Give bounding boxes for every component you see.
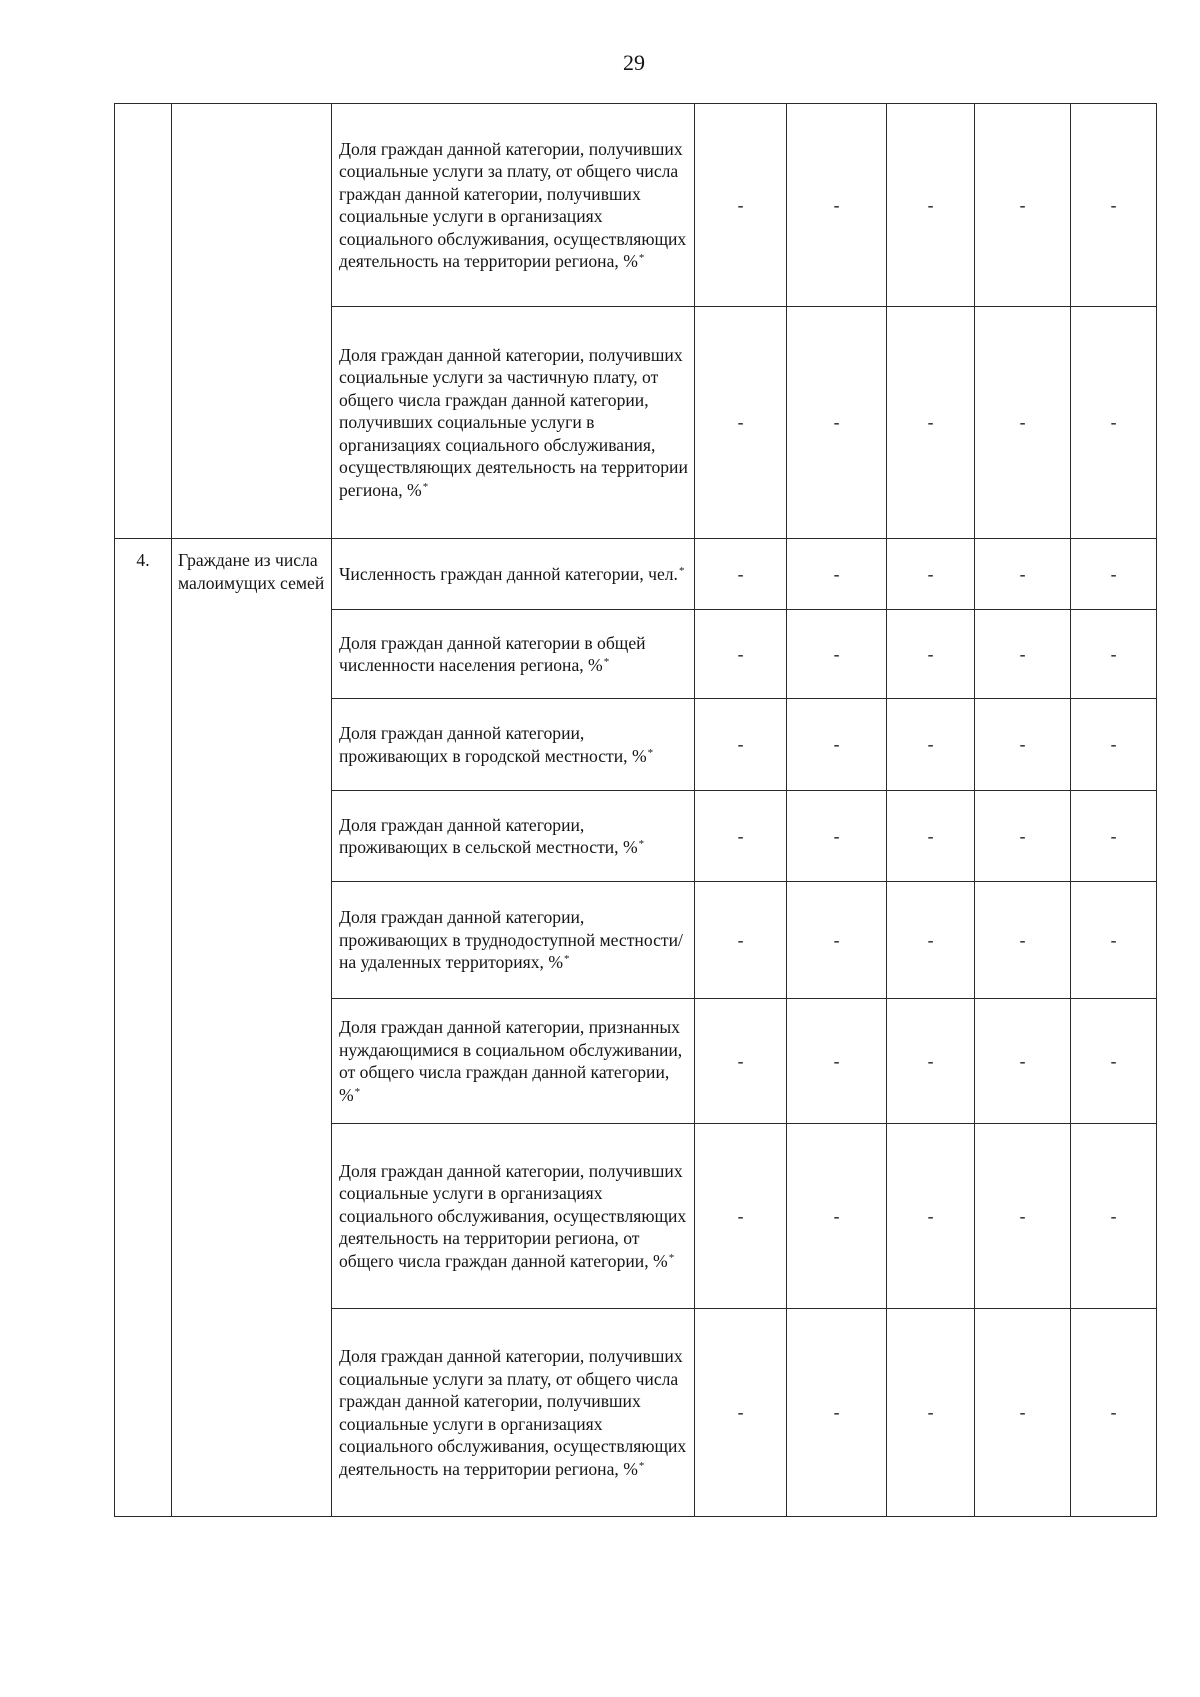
value-cell: - bbox=[787, 1309, 887, 1517]
value-cell: - bbox=[695, 882, 787, 999]
value-cell: - bbox=[887, 1124, 975, 1309]
value-cell: - bbox=[1071, 539, 1157, 610]
value-cell: - bbox=[975, 610, 1071, 699]
indicator-cell: Доля граждан данной категории, получивших социальные услуги в организациях социального обслуживания, осуществляющих деятельность на территории региона, от общего числа граждан данной категории, %* bbox=[332, 1124, 695, 1309]
footnote-mark: * bbox=[647, 746, 654, 759]
value-cell: - bbox=[975, 104, 1071, 307]
value-cell: - bbox=[1071, 610, 1157, 699]
value-cell: - bbox=[787, 882, 887, 999]
value-cell: - bbox=[887, 882, 975, 999]
footnote-mark: * bbox=[354, 1085, 361, 1098]
value-cell: - bbox=[975, 999, 1071, 1124]
value-cell: - bbox=[787, 539, 887, 610]
value-cell: - bbox=[975, 791, 1071, 882]
value-cell: - bbox=[887, 104, 975, 307]
value-cell: - bbox=[695, 610, 787, 699]
value-cell: - bbox=[695, 699, 787, 791]
value-cell: - bbox=[1071, 882, 1157, 999]
table-row bbox=[115, 539, 1157, 610]
value-cell: - bbox=[887, 791, 975, 882]
value-cell: - bbox=[975, 1309, 1071, 1517]
indicator-cell: Доля граждан данной категории, получивших социальные услуги за частичную плату, от общего числа граждан данной категории, получивших социальные услуги в организациях социального обслуживания, осуществляющих деятельность на территории региона, %* bbox=[332, 307, 695, 539]
value-cell: - bbox=[787, 699, 887, 791]
value-cell: - bbox=[1071, 1124, 1157, 1309]
value-cell: - bbox=[695, 791, 787, 882]
value-cell: - bbox=[975, 882, 1071, 999]
value-cell: - bbox=[695, 1124, 787, 1309]
value-cell: - bbox=[787, 104, 887, 307]
value-cell: - bbox=[1071, 699, 1157, 791]
value-cell: - bbox=[975, 307, 1071, 539]
indicator-cell: Доля граждан данной категории, признанных нуждающимися в социальном обслуживании, от общего числа граждан данной категории, %* bbox=[332, 999, 695, 1124]
value-cell: - bbox=[887, 699, 975, 791]
value-cell: - bbox=[695, 999, 787, 1124]
value-cell: - bbox=[695, 1309, 787, 1517]
row-number-cell: 4. bbox=[115, 539, 172, 1517]
value-cell: - bbox=[787, 307, 887, 539]
row-number-cell bbox=[115, 104, 172, 539]
footnote-mark: * bbox=[678, 564, 685, 577]
indicator-cell: Доля граждан данной категории, получивших социальные услуги за плату, от общего числа граждан данной категории, получивших социальные услуги в организациях социального обслуживания, осуществляющих деятельность на территории региона, %* bbox=[332, 1309, 695, 1517]
value-cell: - bbox=[887, 539, 975, 610]
value-cell: - bbox=[887, 999, 975, 1124]
value-cell: - bbox=[975, 699, 1071, 791]
category-cell bbox=[172, 104, 332, 539]
value-cell: - bbox=[787, 791, 887, 882]
category-cell: Граждане из числа малоимущих семей bbox=[172, 539, 332, 1517]
indicator-cell: Численность граждан данной категории, чел.* bbox=[332, 539, 695, 610]
value-cell: - bbox=[1071, 104, 1157, 307]
indicator-cell: Доля граждан данной категории, проживающих в сельской местности, %* bbox=[332, 791, 695, 882]
value-cell: - bbox=[787, 999, 887, 1124]
value-cell: - bbox=[787, 610, 887, 699]
value-cell: - bbox=[887, 307, 975, 539]
footnote-mark: * bbox=[422, 480, 429, 493]
table-row bbox=[115, 104, 1157, 307]
indicator-cell: Доля граждан данной категории, получивших социальные услуги за плату, от общего числа граждан данной категории, получивших социальные услуги в организациях социального обслуживания, осуществляющих деятельность на территории региона, %* bbox=[332, 104, 695, 307]
footnote-mark: * bbox=[638, 252, 645, 264]
value-cell: - bbox=[695, 539, 787, 610]
indicator-cell: Доля граждан данной категории, проживающих в городской местности, %* bbox=[332, 699, 695, 791]
value-cell: - bbox=[1071, 999, 1157, 1124]
footnote-mark: * bbox=[638, 1459, 645, 1472]
value-cell: - bbox=[975, 539, 1071, 610]
indicator-cell: Доля граждан данной категории в общей численности населения региона, %* bbox=[332, 610, 695, 699]
page-number: 29 bbox=[623, 50, 645, 75]
indicator-cell: Доля граждан данной категории, проживающих в труднодоступной местности/на удаленных территориях, %* bbox=[332, 882, 695, 999]
value-cell: - bbox=[1071, 1309, 1157, 1517]
value-cell: - bbox=[695, 104, 787, 307]
footnote-mark: * bbox=[638, 838, 645, 850]
value-cell: - bbox=[787, 1124, 887, 1309]
indicators-table bbox=[114, 103, 1157, 1517]
footnote-mark: * bbox=[668, 1251, 675, 1264]
value-cell: - bbox=[887, 1309, 975, 1517]
value-cell: - bbox=[887, 610, 975, 699]
value-cell: - bbox=[1071, 791, 1157, 882]
footnote-mark: * bbox=[603, 656, 610, 668]
value-cell: - bbox=[695, 307, 787, 539]
footnote-mark: * bbox=[563, 953, 570, 966]
value-cell: - bbox=[975, 1124, 1071, 1309]
value-cell: - bbox=[1071, 307, 1157, 539]
